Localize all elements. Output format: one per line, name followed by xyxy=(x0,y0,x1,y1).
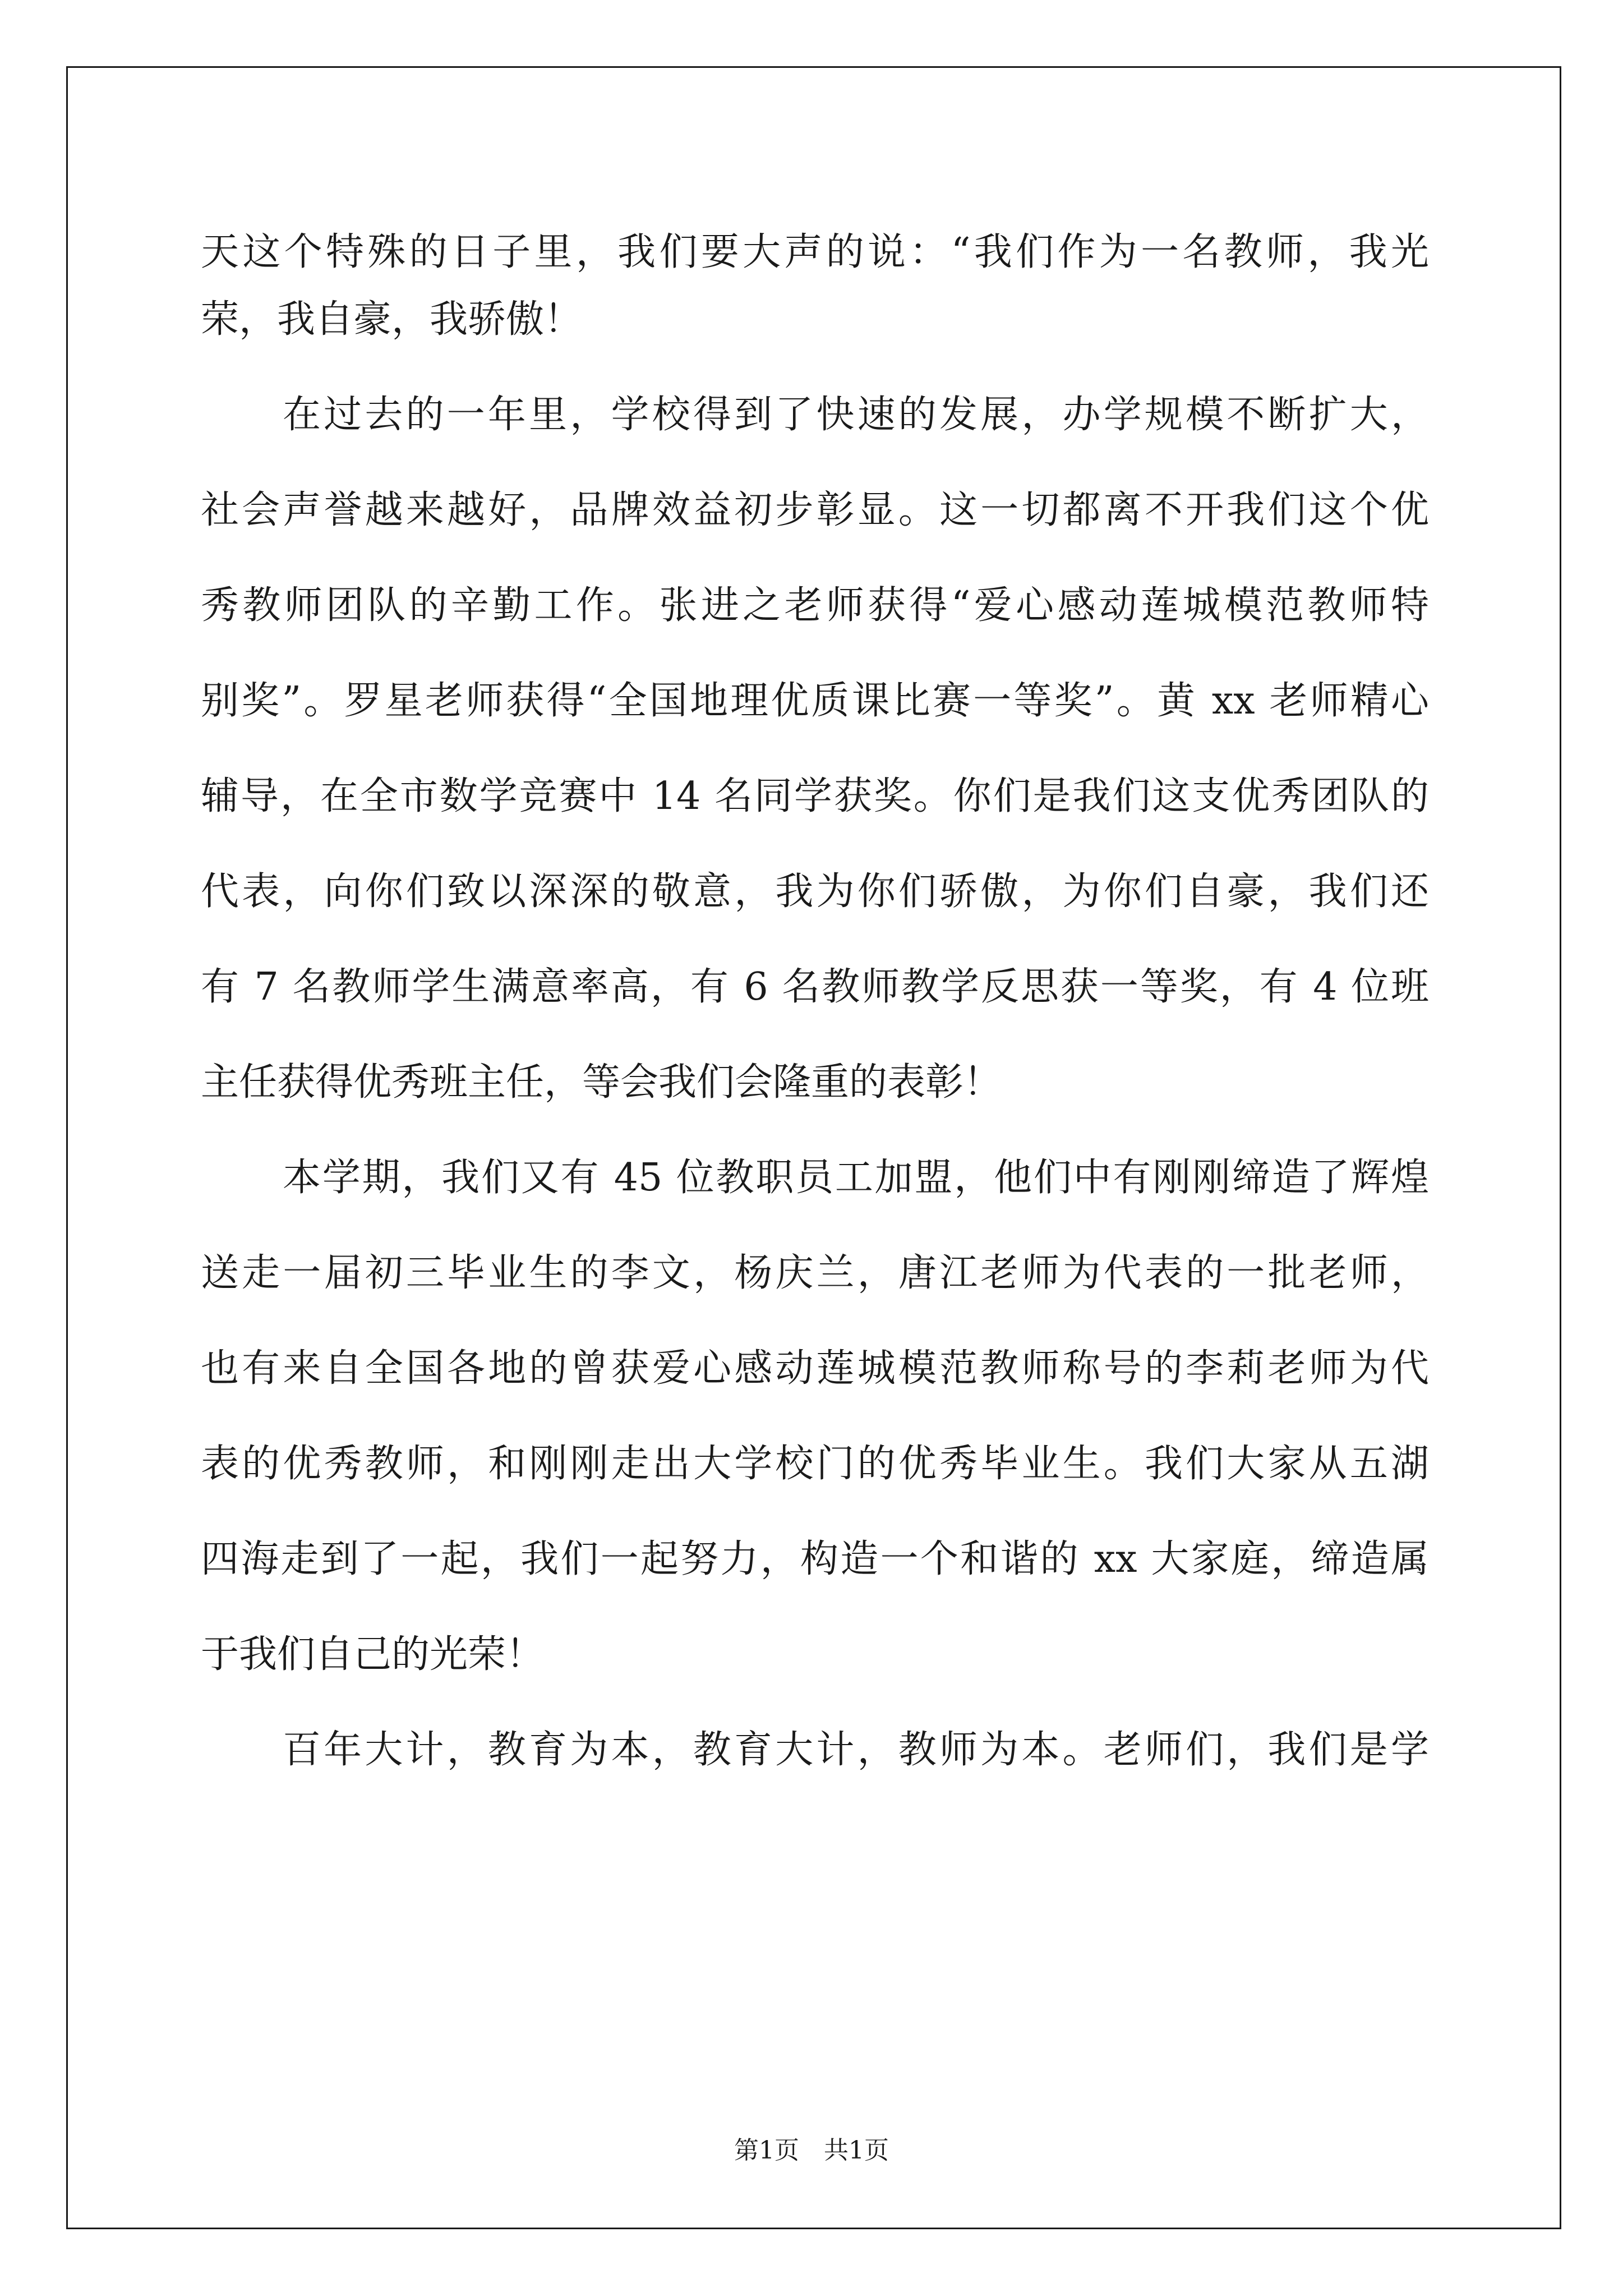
text-line: 荣，我自豪，我骄傲！ xyxy=(201,297,583,342)
paragraph-start-line: 本学期，我们又有 45 位教职员工加盟，他们中有刚刚缔造了辉煌 xyxy=(283,1156,1429,1200)
page-border xyxy=(66,66,1561,2229)
text-line: 有 7 名教师学生满意率高，有 6 名教师教学反思获一等奖，有 4 位班 xyxy=(201,965,1429,1009)
paragraph-start-line: 在过去的一年里，学校得到了快速的发展，办学规模不断扩大， xyxy=(283,393,1429,437)
text-line: 主任获得优秀班主任，等会我们会隆重的表彰！ xyxy=(201,1060,1002,1105)
text-line: 秀教师团队的辛勤工作。张进之老师获得“爱心感动莲城模范教师特 xyxy=(201,583,1429,628)
text-line: 于我们自己的光荣！ xyxy=(201,1632,545,1677)
text-line: 代表，向你们致以深深的敬意，我为你们骄傲，为你们自豪，我们还 xyxy=(201,869,1429,914)
text-line: 辅导，在全市数学竞赛中 14 名同学获奖。你们是我们这支优秀团队的 xyxy=(201,774,1429,818)
text-line: 天这个特殊的日子里，我们要大声的说：“我们作为一名教师，我光 xyxy=(201,230,1429,274)
text-line: 四海走到了一起，我们一起努力，构造一个和谐的 xx 大家庭，缔造属 xyxy=(201,1537,1429,1581)
page-number-footer: 第1页 共1页 xyxy=(734,2136,889,2165)
text-line: 社会声誉越来越好，品牌效益初步彰显。这一切都离不开我们这个优 xyxy=(201,488,1429,532)
text-line: 送走一届初三毕业生的李文，杨庆兰，唐江老师为代表的一批老师， xyxy=(201,1251,1429,1295)
text-line: 表的优秀教师，和刚刚走出大学校门的优秀毕业生。我们大家从五湖 xyxy=(201,1442,1429,1486)
paragraph-start-line: 百年大计，教育为本，教育大计，教师为本。老师们，我们是学 xyxy=(283,1728,1429,1772)
text-line: 别奖”。罗星老师获得“全国地理优质课比赛一等奖”。黄 xx 老师精心 xyxy=(201,679,1429,723)
text-line: 也有来自全国各地的曾获爱心感动莲城模范教师称号的李莉老师为代 xyxy=(201,1346,1429,1391)
